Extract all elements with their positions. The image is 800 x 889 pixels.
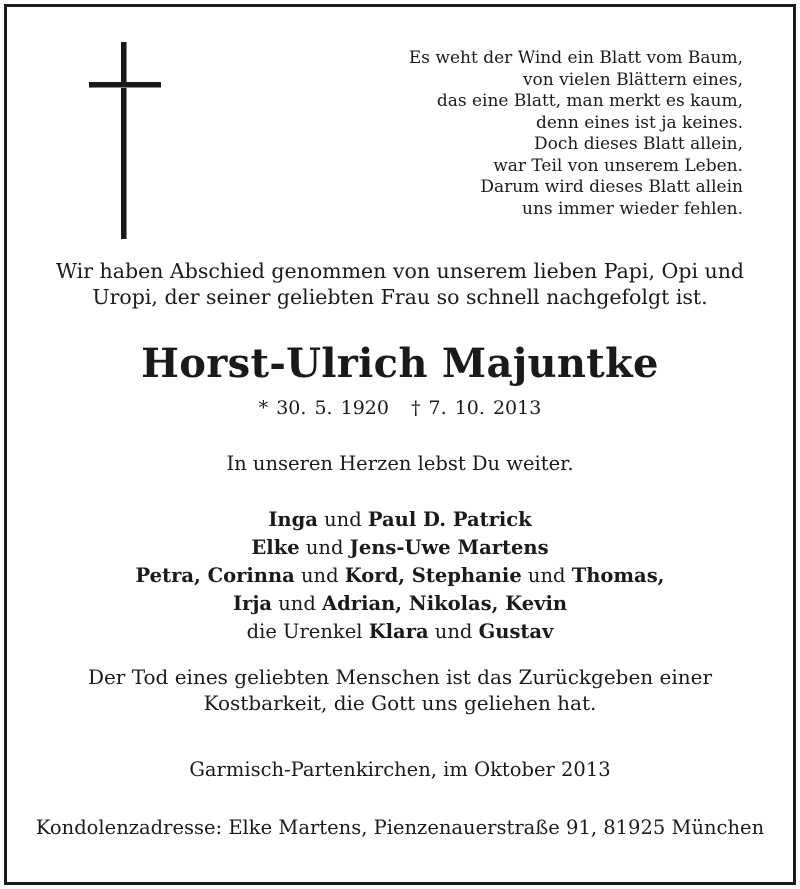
family-name: Elke bbox=[251, 536, 300, 559]
place-date: Garmisch-Partenkirchen, im Oktober 2013 bbox=[189, 758, 611, 781]
family-name: Paul D. Patrick bbox=[367, 508, 532, 531]
death-date: † 7. 10. 2013 bbox=[411, 397, 542, 419]
family-connector: und bbox=[299, 536, 350, 559]
intro-line: Uropi, der seiner geliebten Frau so schnell nachgefolgt ist. bbox=[92, 285, 708, 309]
family-name: Adrian, Nikolas, Kevin bbox=[322, 592, 568, 615]
family-connector: und bbox=[294, 564, 345, 587]
family-name: Klara bbox=[368, 620, 429, 643]
family-connector: und bbox=[272, 592, 323, 615]
cross-horizontal-bar bbox=[89, 82, 161, 87]
family-line bbox=[0, 618, 800, 646]
family-connector: und bbox=[521, 564, 572, 587]
poem-line: denn eines ist ja keines. bbox=[535, 112, 743, 133]
intro-line: Wir haben Abschied genommen von unserem lieben Papi, Opi und bbox=[55, 259, 745, 283]
family-connector: die Urenkel bbox=[246, 620, 369, 643]
poem-line: uns immer wieder fehlen. bbox=[522, 198, 743, 219]
poem-line: Darum wird dieses Blatt allein bbox=[480, 177, 743, 197]
birth-date: * 30. 5. 1920 bbox=[258, 397, 389, 419]
family-name: Irja bbox=[232, 592, 273, 615]
family-line bbox=[0, 534, 800, 562]
family-connector: und bbox=[317, 508, 368, 531]
life-dates bbox=[0, 397, 800, 419]
deceased-name: Horst-Ulrich Majuntke bbox=[141, 340, 659, 387]
family-name: Gustav bbox=[478, 620, 554, 643]
poem bbox=[409, 48, 743, 220]
family-name: Inga bbox=[268, 508, 318, 531]
condolence-address: Kondolenzadresse: Elke Martens, Pienzenauerstraße 91, 81925 München bbox=[35, 816, 765, 839]
family-name: Kord, Stephanie bbox=[344, 564, 522, 587]
intro-text bbox=[0, 258, 800, 310]
remembrance-line: In unseren Herzen lebst Du weiter. bbox=[226, 452, 574, 475]
family-connector: und bbox=[428, 620, 479, 643]
quote-line: Der Tod eines geliebten Menschen ist das Zurückgeben einer bbox=[87, 665, 713, 689]
family-line bbox=[0, 590, 800, 618]
family-name: Petra, Corinna bbox=[135, 564, 295, 587]
poem-line: Doch dieses Blatt allein, bbox=[533, 134, 743, 154]
cross-vertical-bar bbox=[121, 42, 126, 239]
closing-quote bbox=[0, 664, 800, 716]
quote-line: Kostbarkeit, die Gott uns geliehen hat. bbox=[203, 691, 597, 715]
poem-line: das eine Blatt, man merkt es kaum, bbox=[436, 91, 743, 111]
family-line bbox=[0, 506, 800, 534]
family-list bbox=[0, 506, 800, 646]
family-name: Jens-Uwe Martens bbox=[349, 536, 549, 559]
poem-line: Es weht der Wind ein Blatt vom Baum, bbox=[408, 48, 743, 68]
poem-line: von vielen Blättern eines, bbox=[522, 69, 743, 90]
family-line bbox=[0, 562, 800, 590]
family-name: Thomas, bbox=[571, 564, 665, 587]
poem-line: war Teil von unserem Leben. bbox=[493, 155, 743, 176]
